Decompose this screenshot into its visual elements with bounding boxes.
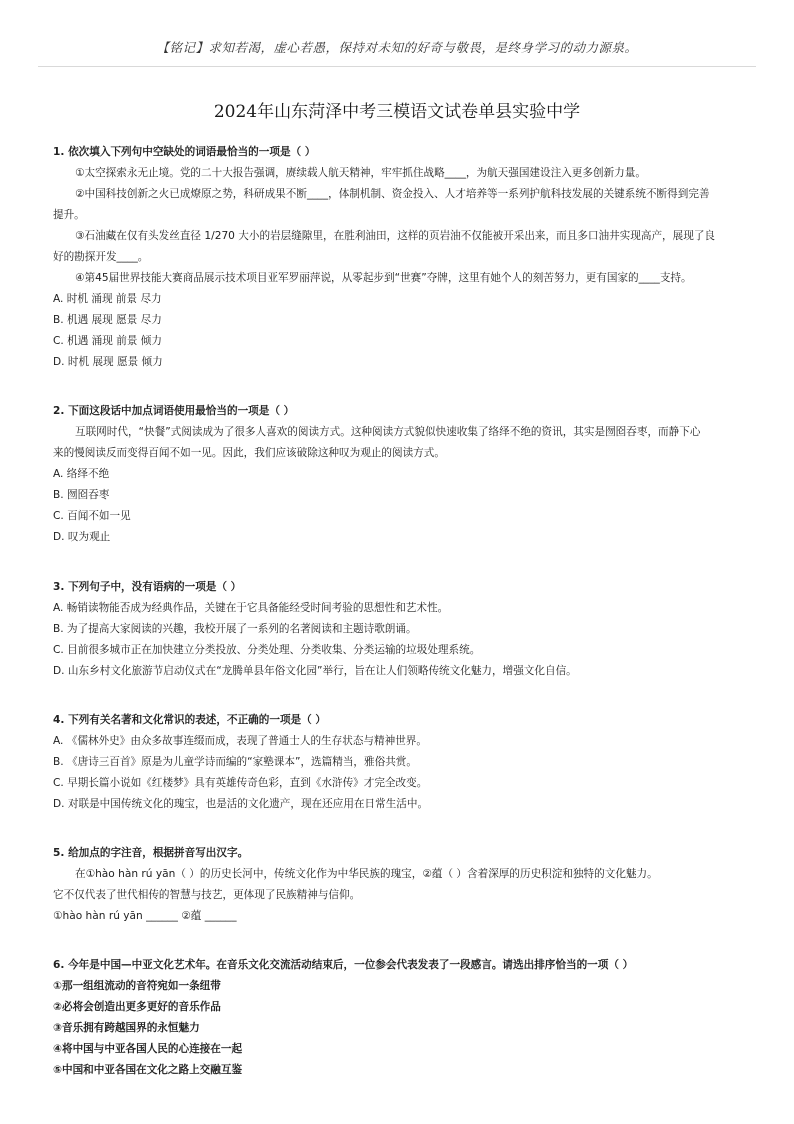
question-2-stem: 2. 下面这段话中加点词语使用最恰当的一项是（ ） — [53, 405, 295, 417]
question-1-sentence-4: ④第45届世界技能大赛商品展示技术项目亚军罗丽萍说，从零起步到“世赛”夺牌，这里有她个人的刻苦努力，更有国家的____支持。 — [75, 272, 692, 284]
question-3-stem: 3. 下列句子中，没有语病的一项是（ ） — [53, 581, 242, 593]
question-2-passage-line-2: 来的慢阅读反而变得百闻不如一见。因此，我们应该破除这种叹为观止的阅读方式。 — [53, 447, 445, 459]
question-3-option-b[interactable]: B. 为了提高大家阅读的兴趣，我校开展了一系列的名著阅读和主题诗歌朗诵。 — [53, 623, 417, 635]
question-5-passage-line-2: 它不仅代表了世代相传的智慧与技艺，更体现了民族精神与信仰。 — [53, 889, 361, 901]
question-6-item-4: ④将中国与中亚各国人民的心连接在一起 — [53, 1043, 243, 1055]
question-5-answer-line[interactable]: ①hào hàn rú yān ______ ②蕴 ______ — [53, 910, 237, 922]
question-6-stem: 6. 今年是中国—中亚文化艺术年。在音乐文化交流活动结束后，一位参会代表发表了一段感言。请选出排序恰当的一项（ ） — [53, 959, 634, 971]
question-1-sentence-3: ③石油藏在仅有头发丝直径 1/270 大小的岩层缝隙里，在胜利油田，这样的页岩油不仅能被开采出来，而且多口油井实现高产，展现了良 — [75, 230, 716, 242]
question-5-passage-line-1: 在①hào hàn rú yān（ ）的历史长河中，传统文化作为中华民族的瑰宝，②蕴（ ）含着深厚的历史积淀和独特的文化魅力。 — [75, 868, 658, 880]
page-title: 2024年山东菏泽中考三模语文试卷单县实验中学 — [213, 102, 581, 122]
question-2-option-b[interactable]: B. 囫囵吞枣 — [53, 489, 110, 501]
question-1-option-b[interactable]: B. 机遇 展现 愿景 尽力 — [53, 314, 162, 326]
question-1-stem: 1. 依次填入下列句中空缺处的词语最恰当的一项是（ ） — [53, 146, 316, 158]
question-6-item-2: ②必将会创造出更多更好的音乐作品 — [53, 1001, 221, 1013]
question-1-sentence-3-cont: 好的勘探开发____。 — [53, 251, 149, 263]
question-3-option-c[interactable]: C. 目前很多城市正在加快建立分类投放、分类处理、分类收集、分类运输的垃圾处理系统。 — [53, 644, 481, 656]
header-motto: 【铭记】求知若渴，虚心若愚，保持对未知的好奇与敬畏，是终身学习的动力源泉。 — [156, 40, 638, 55]
question-1-option-d[interactable]: D. 时机 展现 愿景 倾力 — [53, 356, 163, 368]
question-6-item-3: ③音乐拥有跨越国界的永恒魅力 — [53, 1022, 200, 1034]
question-2-option-d[interactable]: D. 叹为观止 — [53, 531, 111, 543]
question-3-option-a[interactable]: A. 畅销读物能否成为经典作品，关键在于它具备能经受时间考验的思想性和艺术性。 — [53, 602, 449, 614]
question-2-option-a[interactable]: A. 络绎不绝 — [53, 468, 110, 480]
question-4-option-b[interactable]: B. 《唐诗三百首》原是为儿童学诗而编的“家塾课本”，选篇精当，雅俗共赏。 — [53, 756, 417, 768]
question-2-passage-line-1: 互联网时代，“快餐”式阅读成为了很多人喜欢的阅读方式。这种阅读方式貌似快速收集了络绎不绝的资讯，其实是囫囵吞枣，而静下心 — [75, 426, 701, 438]
question-3-option-d[interactable]: D. 山东乡村文化旅游节启动仪式在“龙腾单县年俗文化园”举行，旨在让人们领略传统文化魅力，增强文化自信。 — [53, 665, 577, 677]
header-divider — [38, 66, 756, 67]
question-1-option-c[interactable]: C. 机遇 涌现 前景 倾力 — [53, 335, 162, 347]
question-5-stem: 5. 给加点的字注音，根据拼音写出汉字。 — [53, 847, 249, 859]
question-1-sentence-2: ②中国科技创新之火已成燎原之势，科研成果不断____，体制机制、资金投入、人才培养等一系列护航科技发展的关键系统不断得到完善 — [75, 188, 710, 200]
question-2-option-c[interactable]: C. 百闻不如一见 — [53, 510, 131, 522]
question-6-item-5: ⑤中国和中亚各国在文化之路上交融互鉴 — [53, 1064, 243, 1076]
question-4-option-a[interactable]: A. 《儒林外史》由众多故事连缀而成，表现了普通士人的生存状态与精神世界。 — [53, 735, 427, 747]
question-1-option-a[interactable]: A. 时机 涌现 前景 尽力 — [53, 293, 162, 305]
question-1-sentence-2-cont: 提升。 — [53, 209, 85, 221]
question-1-sentence-1: ①太空探索永无止境。党的二十大报告强调，赓续载人航天精神，牢牢抓住战略____，为航天强国建设注入更多创新力量。 — [75, 167, 646, 179]
question-6-item-1: ①那一组组流动的音符宛如一条纽带 — [53, 980, 221, 992]
question-4-stem: 4. 下列有关名著和文化常识的表述，不正确的一项是（ ） — [53, 714, 327, 726]
question-4-option-c[interactable]: C. 早期长篇小说如《红楼梦》具有英雄传奇色彩，直到《水浒传》才完全改变。 — [53, 777, 428, 789]
question-4-option-d[interactable]: D. 对联是中国传统文化的瑰宝，也是活的文化遗产，现在还应用在日常生活中。 — [53, 798, 429, 810]
